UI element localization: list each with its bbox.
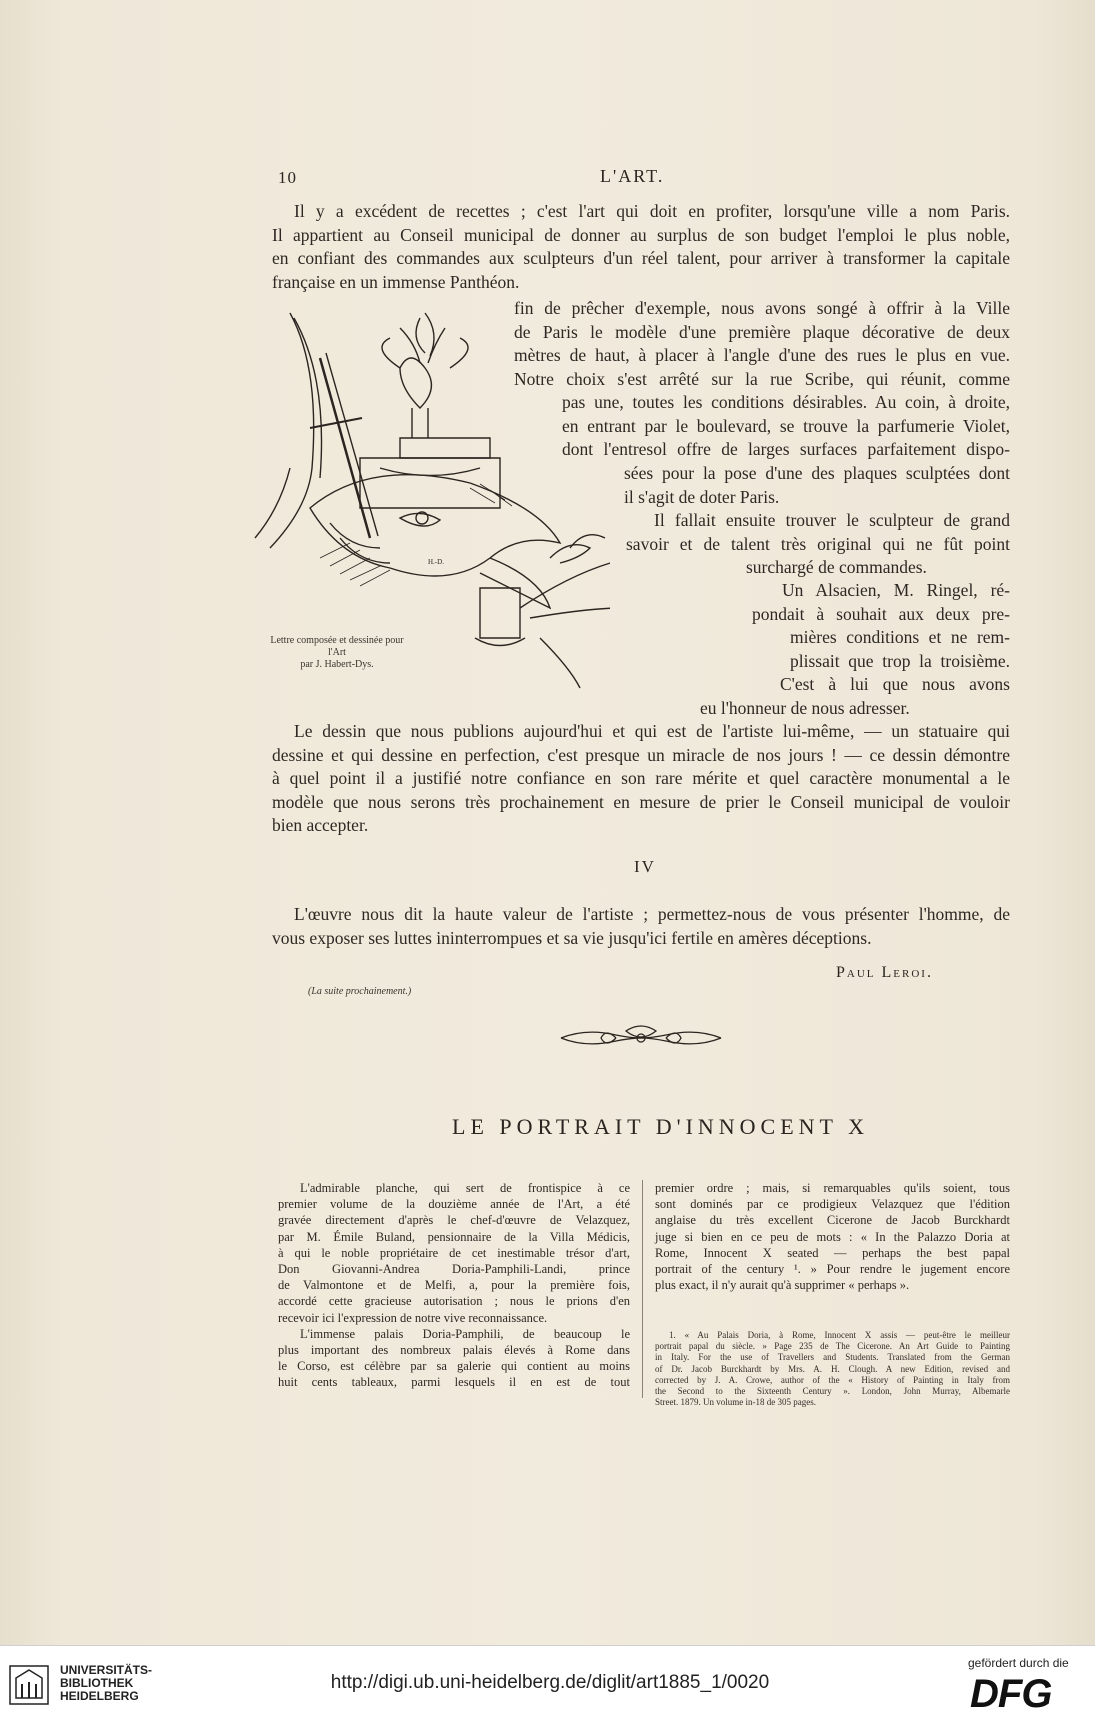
continuation-note: (La suite prochainement.) xyxy=(308,986,412,997)
text-line: huit cents tableaux, parmi lesquels il en est de tout xyxy=(278,1375,630,1390)
text-line: sées pour la pose d'une des plaques sculptées dont xyxy=(624,463,1010,483)
footnote-line: portrait papal du siècle. » Page 235 de The Cicerone. An Art Guide to Painting xyxy=(655,1341,1010,1352)
wrapped-paragraph-part3 xyxy=(624,462,1010,509)
wrapped-paragraph-part8 xyxy=(780,673,1010,697)
text-line: L'immense palais Doria-Pamphili, de beaucoup le xyxy=(300,1326,630,1341)
university-name-line: UNIVERSITÄTS- xyxy=(60,1663,153,1677)
footnote-line: of Dr. Jacob Burckhardt by Mrs. A. H. Clough. A new Edition, revised and xyxy=(655,1363,1010,1374)
university-library-logo-icon xyxy=(8,1664,50,1706)
text-line: Notre choix s'est arrêté sur la rue Scribe, qui réunit, comme xyxy=(514,368,1010,389)
footnote-line: 1. « Au Palais Doria, à Rome, Innocent X assis — peut-être le meilleur xyxy=(669,1330,1010,1340)
university-name-line: HEIDELBERG xyxy=(60,1689,139,1703)
text-line: plus exact, il n'y aurait qu'à supprimer « perhaps ». xyxy=(655,1278,910,1293)
text-line: accordé cette gracieuse autorisation ; nous le prions d'en xyxy=(278,1294,630,1309)
text-line: en confiant des commandes aux sculpteurs d'un réel talent, pour arriver à transformer la capitale xyxy=(272,248,1010,268)
university-name xyxy=(60,1664,152,1703)
intro-paragraph xyxy=(272,200,1010,294)
text-line: portrait of the century ¹. » Pour rendre le jugement encore xyxy=(655,1262,1010,1277)
text-line: pas une, toutes les conditions désirables. Au coin, à droite, xyxy=(562,392,1010,412)
illustration-caption xyxy=(262,635,412,671)
text-line: L'admirable planche, qui sert de frontispice à ce xyxy=(300,1181,630,1195)
text-line: juge si bien en ce peu de mots : « In the Palazzo Doria at xyxy=(655,1229,1010,1244)
ornament-divider xyxy=(556,1023,726,1053)
dfg-logo: DFG xyxy=(970,1672,1052,1716)
caption-line: par J. Habert-Dys. xyxy=(300,659,374,670)
text-line: il s'agit de doter Paris. xyxy=(624,486,780,507)
svg-text:H.-D.: H.-D. xyxy=(428,558,444,566)
text-line: surchargé de commandes. xyxy=(746,557,927,577)
article-title: LE PORTRAIT D'INNOCENT X xyxy=(452,1114,869,1139)
text-line: pondait à souhait aux deux pre- xyxy=(752,603,1010,624)
wrapped-paragraph-part7 xyxy=(790,626,1010,673)
author-signature: Paul Leroi. xyxy=(836,964,933,981)
funding-label: gefördert durch die xyxy=(968,1656,1069,1670)
text-line: recevoir ici l'expression de notre vive reconnaissance. xyxy=(278,1310,548,1325)
wrapped-paragraph-part5 xyxy=(746,556,1010,580)
library-footer xyxy=(0,1645,1095,1726)
text-line: dont l'entresol offre de larges surfaces parfaitement dispo- xyxy=(562,439,1010,459)
left-column xyxy=(278,1180,630,1391)
column-divider xyxy=(642,1180,643,1398)
footnote xyxy=(655,1330,1010,1408)
text-line: à quel point il a justifié notre confiance en son rare mérite et quel caractère monumental a le xyxy=(272,768,1010,788)
text-line: Il fallait ensuite trouver le sculpteur de grand xyxy=(654,510,1010,530)
text-line: plus important des nombreux palais élevés à Rome dans xyxy=(278,1343,630,1358)
text-line: premier ordre ; mais, si remarquables qu'ils soient, tous xyxy=(655,1181,1010,1195)
text-line: sont dominés par ce prodigieux Velazquez que l'édition xyxy=(655,1197,1010,1212)
text-line: dessine et qui dessine en perfection, c'est presque un miracle de nos jours ! — ce dessin démontre xyxy=(272,744,1010,765)
text-line: mières conditions et ne rem- xyxy=(790,627,1010,647)
text-line: vous exposer ses luttes ininterrompues et sa vie jusqu'ici fertile en amères déceptions. xyxy=(272,927,872,948)
text-line: L'œuvre nous dit la haute valeur de l'artiste ; permettez-nous de vous présenter l'homme, de xyxy=(294,904,1010,924)
text-line: en entrant par le boulevard, se trouve la parfumerie Violet, xyxy=(562,415,1010,436)
running-title: L'ART. xyxy=(600,166,665,186)
text-line: fin de prêcher d'exemple, nous avons songé à offrir à la Ville xyxy=(514,298,1010,318)
wrapped-paragraph-part1 xyxy=(514,297,1010,391)
permalink-url[interactable]: http://digi.ub.uni-heidelberg.de/diglit/art1885_1/0020 xyxy=(330,1672,770,1693)
wrapped-paragraph-part2 xyxy=(562,391,1010,462)
university-name-line: BIBLIOTHEK xyxy=(60,1676,134,1690)
oeuvre-paragraph xyxy=(272,903,1010,950)
text-line: Il appartient au Conseil municipal de donner au surplus de son budget l'emploi le plus noble, xyxy=(272,224,1010,245)
text-line: eu l'honneur de nous adresser. xyxy=(700,698,910,718)
page-number: 10 xyxy=(278,168,297,187)
text-line: gravée directement d'après le chef-d'œuvre de Velazquez, xyxy=(278,1213,630,1228)
text-line: de Valmontone et de Melfi, a, pour la première fois, xyxy=(278,1278,630,1293)
text-line: Il y a excédent de recettes ; c'est l'art qui doit en profiter, lorsqu'une ville a nom Paris. xyxy=(294,201,1010,221)
text-line: mètres de haut, à placer à l'angle d'une des rues le plus en vue. xyxy=(514,345,1010,365)
right-column xyxy=(655,1180,1010,1293)
text-line: Le dessin que nous publions aujourd'hui et qui est de l'artiste lui-même, — un statuaire qui xyxy=(294,721,1010,741)
wrapped-paragraph-part6 xyxy=(752,579,1010,626)
footnote-line: in Italy. For the use of Travellers and Students. Translated from the German xyxy=(655,1352,1010,1363)
text-line: savoir et de talent très original qui ne fût point xyxy=(626,533,1010,554)
text-line: modèle que nous serons très prochainement en mesure de prier le Conseil municipal de vouloir xyxy=(272,791,1010,812)
footnote-line: the Second to the Sixteenth Century ». London, John Murray, Albemarle xyxy=(655,1386,1010,1397)
text-line: le Corso, est célèbre par sa galerie qui contient au moins xyxy=(278,1359,630,1374)
text-line: plissait que trop la troisième. xyxy=(790,650,1010,671)
wrapped-paragraph-part4 xyxy=(626,509,1010,556)
text-line: par M. Émile Buland, pensionnaire de la Villa Médicis, xyxy=(278,1229,630,1244)
text-line: Don Giovanni-Andrea Doria-Pamphili-Landi, prince xyxy=(278,1262,630,1277)
text-line: Rome, Innocent X seated — perhaps the best papal xyxy=(655,1245,1010,1260)
wrapped-paragraph-part9 xyxy=(700,697,1010,721)
dessin-paragraph xyxy=(272,720,1010,838)
text-line: de Paris le modèle d'une première plaque décorative de deux xyxy=(514,321,1010,342)
section-numeral: IV xyxy=(634,857,656,876)
caption-line: Lettre composée et dessinée pour l'Art xyxy=(270,635,404,658)
text-line: bien accepter. xyxy=(272,815,369,835)
footnote-line: Street. 1879. Un volume in-18 de 305 pages. xyxy=(655,1397,816,1408)
text-line: C'est à lui que nous avons xyxy=(780,674,1010,694)
text-line: française en un immense Panthéon. xyxy=(272,271,520,292)
text-line: anglaise du très excellent Cicerone de Jacob Burckhardt xyxy=(655,1213,1010,1228)
text-line: premier volume de la douzième année de l'Art, a été xyxy=(278,1197,630,1212)
footnote-line: corrected by J. A. Crowe, author of the « History of Painting in Italy from xyxy=(655,1374,1010,1385)
text-line: à qui le noble propriétaire de cet inestimable trésor d'art, xyxy=(278,1245,630,1260)
text-line: Un Alsacien, M. Ringel, ré- xyxy=(782,580,1010,600)
